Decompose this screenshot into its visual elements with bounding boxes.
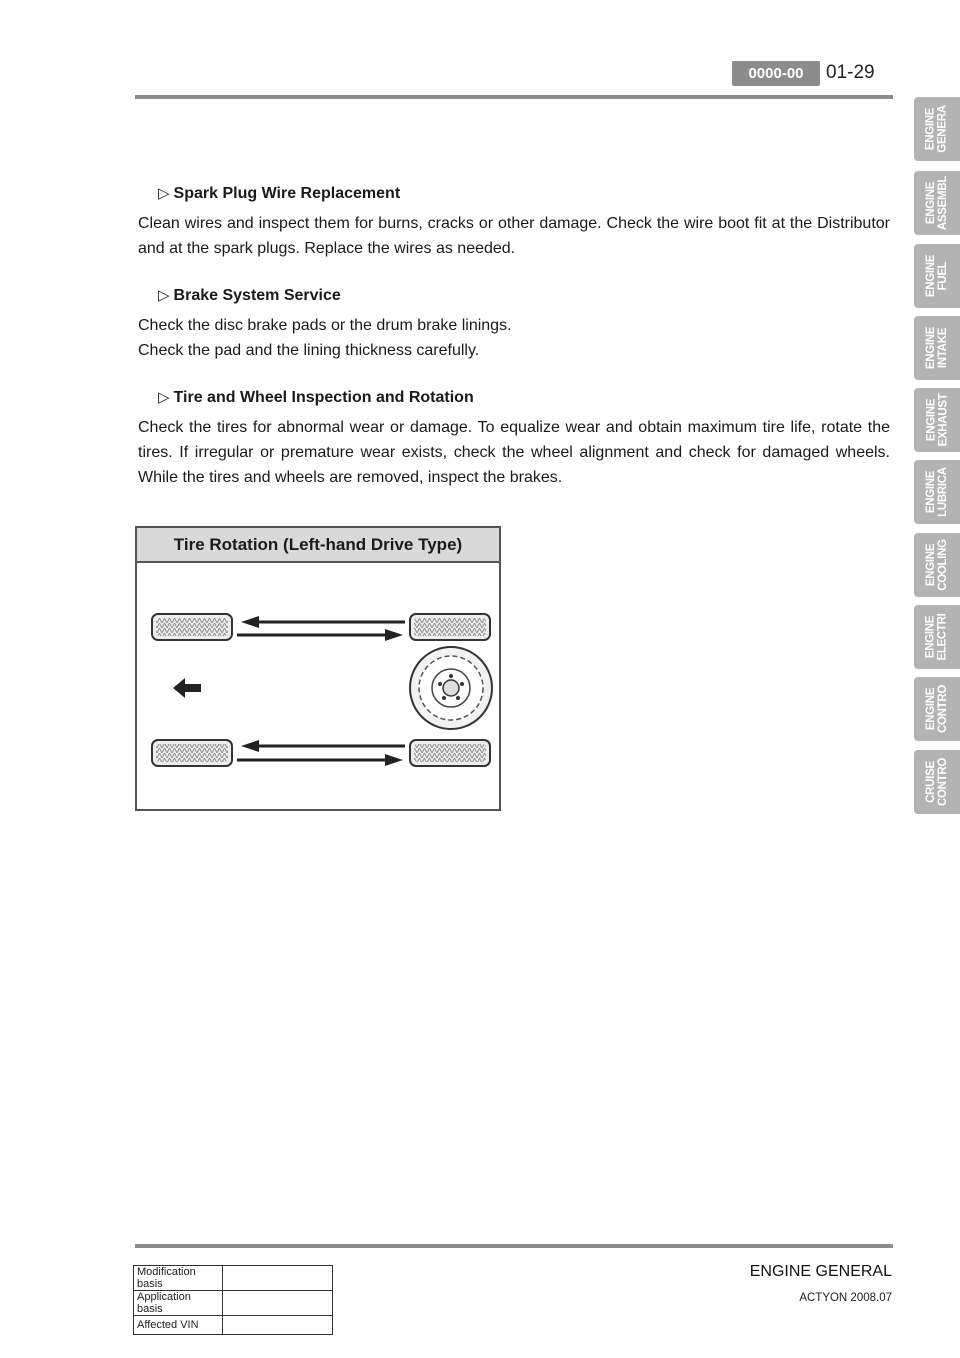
rotation-arrow-left [241, 616, 405, 628]
header-rule [135, 95, 893, 99]
side-tab-engine-general[interactable]: ENGINE GENERA [914, 97, 960, 161]
page-number: 01-29 [826, 62, 875, 83]
triangle-bullet-icon: ▷ [158, 185, 170, 202]
tire-rotation-figure [135, 526, 501, 811]
section-heading-text: Brake System Service [173, 287, 341, 304]
rotation-arrow-left [241, 740, 405, 752]
figure-title: Tire Rotation (Left-hand Drive Type) [137, 528, 499, 563]
paragraph: Check the disc brake pads or the drum brake linings. [138, 317, 512, 334]
revision-table [133, 1265, 333, 1335]
rotation-arrow-right [237, 754, 403, 766]
side-tab-engine-control[interactable]: ENGINE CONTRO [914, 677, 960, 741]
section-code-badge: 0000-00 [732, 61, 820, 86]
side-tab-engine-intake[interactable]: ENGINE INTAKE [914, 316, 960, 380]
spare-wheel [410, 647, 492, 729]
table-cell-label: Affected VIN [134, 1316, 223, 1335]
rear-left-tire [152, 740, 232, 766]
triangle-bullet-icon: ▷ [158, 389, 170, 406]
side-tab-engine-lubrication[interactable]: ENGINE LUBRICA [914, 460, 960, 524]
section-heading [158, 184, 400, 204]
table-row [134, 1291, 333, 1316]
tire-rotation-diagram [137, 528, 499, 809]
vehicle-direction-arrow-icon [173, 678, 201, 698]
table-cell-value [223, 1316, 333, 1335]
side-tab-engine-cooling[interactable]: ENGINE COOLING [914, 533, 960, 597]
footer-model-date: ACTYON 2008.07 [799, 1292, 892, 1304]
table-cell-value [223, 1266, 333, 1291]
table-cell-label: Modification basis [134, 1266, 223, 1291]
table-cell-label: Application basis [134, 1291, 223, 1316]
paragraph: Check the pad and the lining thickness carefully. [138, 342, 480, 359]
footer-rule [135, 1244, 893, 1248]
paragraph: Check the tires for abnormal wear or damage. To equalize wear and obtain maximum tire life, rotate the tires. If irregular or premature wear exists, check the wheel alignment and check for damaged wheels. While the tires and wheels are removed, inspect the brakes. [138, 419, 890, 486]
paragraph: Clean wires and inspect them for burns, cracks or other damage. Check the wire boot fit at the Distributor and at the spark plugs. Replace the wires as needed. [138, 215, 890, 257]
footer-chapter-title: ENGINE GENERAL [749, 1263, 892, 1280]
side-tab-engine-assembly[interactable]: ENGINE ASSEMBL [914, 171, 960, 235]
section-heading [158, 388, 474, 408]
triangle-bullet-icon: ▷ [158, 287, 170, 304]
front-right-tire [410, 614, 490, 640]
side-tab-engine-electrical[interactable]: ENGINE ELECTRI [914, 605, 960, 669]
section-body [138, 313, 890, 363]
section-body [138, 415, 890, 490]
rotation-arrow-right [237, 629, 403, 641]
section-heading-text: Spark Plug Wire Replacement [173, 185, 401, 202]
rear-right-tire [410, 740, 490, 766]
table-row [134, 1316, 333, 1335]
side-tab-engine-exhaust[interactable]: ENGINE EXHAUST [914, 388, 960, 452]
side-tab-cruise-control[interactable]: CRUISE CONTRO [914, 750, 960, 814]
table-cell-value [223, 1291, 333, 1316]
section-body [138, 211, 890, 261]
section-heading-text: Tire and Wheel Inspection and Rotation [173, 389, 474, 406]
table-row [134, 1266, 333, 1291]
side-tab-engine-fuel[interactable]: ENGINE FUEL [914, 244, 960, 308]
section-heading [158, 286, 341, 306]
front-left-tire [152, 614, 232, 640]
